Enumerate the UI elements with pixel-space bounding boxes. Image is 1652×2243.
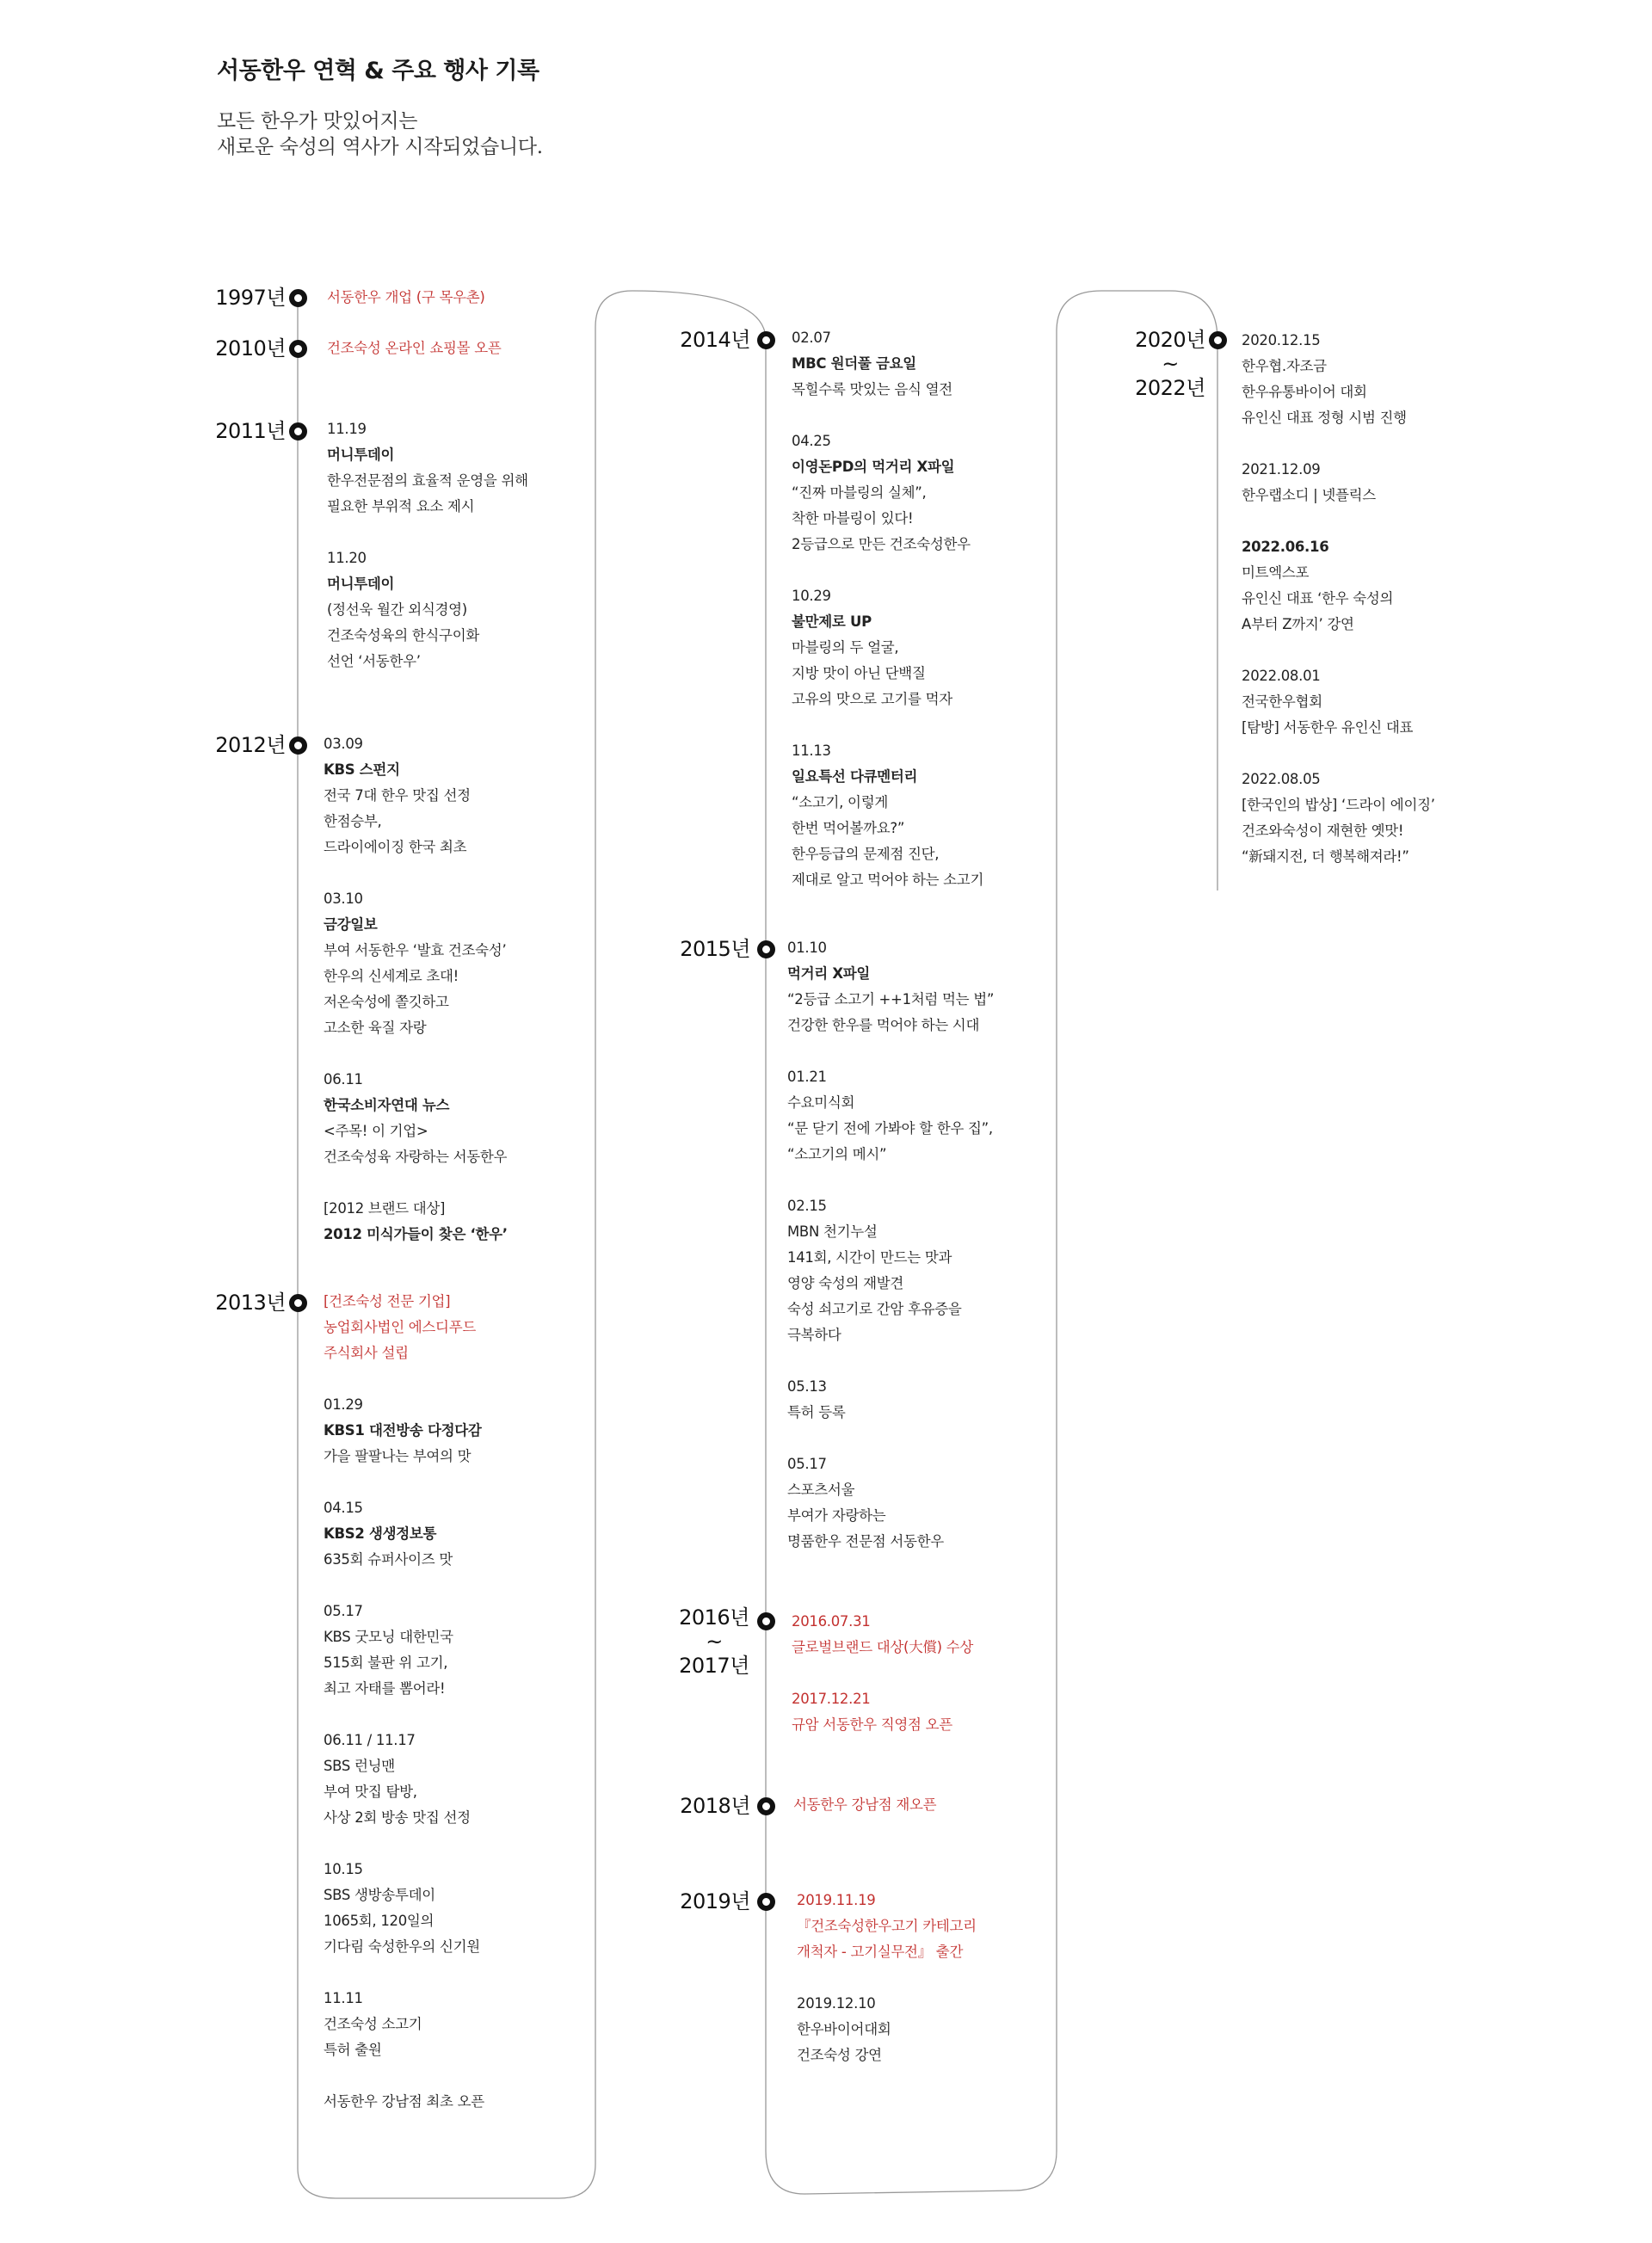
entry-line: 한우의 신세계로 초대! [324,968,459,984]
entry-line: 전국한우협회 [1242,693,1322,710]
entry-line: 03.09 [324,736,363,752]
entry-line: 건조숙성 온라인 쇼핑몰 오픈 [327,340,502,356]
entry-line: 지방 맛이 아닌 단백질 [792,665,926,681]
entry-line: 금강일보 [324,916,378,933]
entry-line: 규암 서동한우 직영점 오픈 [792,1716,952,1733]
entry-line: 부여가 자랑하는 [787,1507,886,1524]
entry-spacer [787,1348,994,1374]
entry-line: 서동한우 개업 (구 목우촌) [327,289,485,305]
entry-line: (정선욱 월간 외식경영) [327,601,467,618]
year-2016-start: 2016년 [679,1605,749,1630]
entry-line: 특허 등록 [787,1404,846,1420]
entry-line: 건강한 한우를 먹어야 하는 시대 [787,1017,980,1033]
year-2015: 2015년 [680,937,750,961]
entry-line: 01.29 [324,1396,363,1413]
entry-line: 한국소비자연대 뉴스 [324,1097,450,1113]
entry-line: 2017.12.21 [792,1691,871,1707]
page-title: 서동한우 연혁 & 주요 행사 기록 [217,58,539,84]
entry-line: 고소한 육질 자랑 [324,1020,427,1036]
entry-line: 사상 2회 방송 맛집 선정 [324,1809,471,1826]
entry-line: “소고기, 이렇게 [792,794,888,810]
year-2020-end: 2022년 [1135,376,1205,400]
entry-2016-2017 [792,1609,973,1738]
year-2020-2022 [1127,328,1213,400]
entry-line: 02.15 [787,1198,827,1214]
entry-line: 2012 미식가들이 찾은 ‘한우’ [324,1226,508,1242]
entry-line: MBC 원더풀 금요일 [792,355,916,372]
entry-spacer [792,403,983,428]
entry-spacer [324,1170,508,1196]
entry-line: 2019.12.10 [797,1995,876,2012]
entry-line: 건조숙성 소고기 [324,2016,422,2032]
entry-line: 한우협.자조금 [1242,358,1327,374]
entry-line: 명품한우 전문점 서동한우 [787,1533,944,1550]
entry-line: “진짜 마블링의 실체”, [792,484,927,501]
entry-line: [건조숙성 전문 기업] [324,1293,451,1309]
entry-line: 머니투데이 [327,447,395,463]
timeline-dot-2014 [757,331,775,349]
entry-line: 한우등급의 문제점 진단, [792,846,940,862]
subtitle-line-2: 새로운 숙성의 역사가 시작되었습니다. [217,136,543,158]
entry-line: 11.13 [792,743,831,759]
entry-line: 유인신 대표 ‘한우 숙성의 [1242,590,1394,607]
entry-1997 [327,285,485,311]
year-2019: 2019년 [680,1889,750,1913]
entry-2020-2022 [1242,328,1435,870]
year-2010: 2010년 [215,336,286,360]
entry-spacer [324,1470,484,1495]
entry-line: 01.21 [787,1069,827,1085]
timeline-dot-2019 [757,1893,775,1911]
entry-2012 [324,731,508,1248]
entry-line: 635회 슈퍼사이즈 맛 [324,1551,453,1568]
entry-line: 건조숙성육의 한식구이화 [327,627,479,644]
entry-spacer [1242,431,1435,457]
entry-line: KBS 굿모닝 대한민국 [324,1629,453,1645]
entry-line: 특허 출원 [324,2042,382,2058]
entry-line: 한우유통바이어 대회 [1242,384,1367,400]
entry-line: KBS1 대전방송 다정다감 [324,1422,482,1439]
entry-line: MBN 천기누설 [787,1223,878,1240]
year-2020-start: 2020년 [1135,328,1205,352]
entry-spacer [324,1702,484,1728]
entry-line: 저온숙성에 쫄깃하고 [324,994,449,1010]
entry-line: 2021.12.09 [1242,461,1321,478]
year-2013: 2013년 [215,1291,286,1315]
entry-spacer [797,1965,977,1991]
entry-spacer [792,558,983,583]
entry-spacer [324,1573,484,1599]
entry-spacer [1242,508,1435,534]
entry-line: 2016.07.31 [792,1613,871,1630]
entry-line: 기다림 숙성한우의 신기원 [324,1938,480,1955]
entry-line: 한번 먹어볼까요?” [792,820,905,836]
entry-line: 영양 숙성의 재발견 [787,1275,904,1291]
entry-line: 가을 팔팔나는 부여의 맛 [324,1448,472,1464]
timeline-dot-2020 [1209,331,1227,349]
timeline-dot-2011 [289,422,307,441]
entry-line: 부여 맛집 탐방, [324,1784,417,1800]
entry-line: 선언 ‘서동한우’ [327,653,421,669]
entry-line: 서동한우 강남점 최초 오픈 [324,2093,484,2110]
entry-spacer [787,1426,994,1451]
entry-line: 01.10 [787,940,827,956]
entry-line: 개척자 - 고기실무전』 출간 [797,1944,964,1960]
entry-2018 [793,1792,936,1818]
entry-spacer [787,1038,994,1064]
entry-line: 이영돈PD의 먹거리 X파일 [792,459,955,475]
entry-line: 전국 7대 한우 맛집 선정 [324,787,471,804]
entry-line: 주식회사 설립 [324,1345,409,1361]
entry-2014 [792,325,983,893]
entry-line: 드라이에이징 한국 최초 [324,839,467,855]
entry-line: 05.17 [787,1456,827,1472]
entry-line: 극복하다 [787,1327,841,1343]
entry-line: 착한 마블링이 있다! [792,510,914,527]
entry-line: 한점승부, [324,813,382,829]
entry-line: “소고기의 메시” [787,1146,887,1162]
year-2020-tilde: ~ [1162,352,1179,376]
subtitle-line-1: 모든 한우가 맛있어지는 [217,110,418,132]
entry-line: 06.11 [324,1071,363,1088]
entry-spacer [792,712,983,738]
year-1997: 1997년 [215,286,286,310]
entry-spacer [324,1366,484,1392]
entry-line: 2022.06.16 [1242,539,1329,555]
timeline-dot-2013 [289,1294,307,1312]
year-2014: 2014년 [680,328,750,352]
entry-line: 515회 불판 위 고기, [324,1655,448,1671]
entry-line: 마블링의 두 얼굴, [792,639,899,656]
entry-line: 제대로 알고 먹어야 하는 소고기 [792,872,984,888]
entry-2015 [787,935,994,1555]
entry-line: 고유의 맛으로 고기를 먹자 [792,691,952,707]
entry-line: 필요한 부위적 요소 제시 [327,498,475,515]
entry-line: 10.29 [792,588,831,604]
entry-line: 머니투데이 [327,576,395,592]
entry-line: 불만제로 UP [792,613,872,630]
year-2016-end: 2017년 [679,1654,749,1678]
entry-line: 11.19 [327,421,367,437]
entry-line: 10.15 [324,1861,363,1877]
entry-line: 한우전문점의 효율적 운영을 위해 [327,472,528,489]
timeline-dot-2016 [757,1612,775,1630]
entry-spacer [324,1041,508,1067]
entry-line: 1065회, 120일의 [324,1913,435,1929]
entry-spacer [324,860,508,886]
entry-line: KBS 스펀지 [324,761,400,778]
entry-line: 미트엑스포 [1242,564,1310,581]
year-2018: 2018년 [680,1794,750,1818]
entry-line: 05.17 [324,1603,363,1619]
entry-line: A부터 Z까지’ 강연 [1242,616,1354,632]
entry-line: SBS 생방송투데이 [324,1887,435,1903]
entry-line: 서동한우 강남점 재오픈 [793,1796,937,1813]
entry-line: 05.13 [787,1378,827,1395]
timeline-dot-2012 [289,736,307,755]
entry-line: [탐방] 서동한우 유인신 대표 [1242,719,1414,736]
entry-line: 먹거리 X파일 [787,965,871,982]
entry-line: 수요미식회 [787,1094,855,1111]
entry-2011 [327,416,528,675]
entry-line: 한우랩소디 | 넷플릭스 [1242,487,1376,503]
entry-spacer [327,520,528,545]
entry-spacer [324,1831,484,1857]
entry-line: 건조숙성육 자랑하는 서동한우 [324,1149,508,1165]
entry-2019 [797,1888,977,2068]
entry-line: “문 닫기 전에 가봐야 할 한우 집”, [787,1120,993,1137]
entry-line: 건조숙성 강연 [797,2047,882,2063]
entry-spacer [324,2063,484,2089]
entry-line: [2012 브랜드 대상] [324,1200,446,1217]
entry-line: 2등급으로 만든 건조숙성한우 [792,536,971,552]
entry-line: “2등급 소고기 ++1처럼 먹는 법” [787,991,995,1008]
entry-line: <주목! 이 기업> [324,1123,428,1139]
entry-spacer [792,1661,973,1686]
entry-line: 건조와숙성이 재현한 옛맛! [1242,823,1404,839]
entry-line: 2022.08.05 [1242,771,1321,787]
entry-line: 02.07 [792,330,831,346]
entry-line: 한우바이어대회 [797,2021,891,2037]
entry-line: 글로벌브랜드 대상(大償) 수상 [792,1639,973,1655]
entry-line: 스포츠서울 [787,1482,855,1498]
entry-2010 [327,336,502,361]
timeline-dot-1997 [289,289,307,307]
entry-line: 『건조숙성한우고기 카테고리 [797,1918,977,1934]
entry-line: 숙성 쇠고기로 간암 후유증을 [787,1301,962,1317]
entry-line: 06.11 / 11.17 [324,1732,416,1748]
timeline-dot-2010 [289,340,307,358]
entry-line: 일요특선 다큐멘터리 [792,768,918,785]
entry-line: 04.25 [792,433,831,449]
entry-2013 [324,1289,484,2115]
entry-line: 141회, 시간이 만드는 맛과 [787,1249,952,1266]
timeline-dot-2015 [757,940,775,958]
entry-spacer [1242,638,1435,663]
year-2016-2017 [671,1605,757,1678]
entry-line: 부여 서동한우 ‘발효 건조숙성’ [324,942,507,958]
entry-line: 목힐수록 맛있는 음식 열전 [792,381,952,397]
timeline-dot-2018 [757,1797,775,1815]
entry-line: 03.10 [324,890,363,907]
entry-line: “新돼지전, 더 행복해져라!” [1242,848,1409,865]
year-2011: 2011년 [215,419,286,443]
entry-line: 2022.08.01 [1242,668,1321,684]
entry-line: [한국인의 밥상] ‘드라이 에이징’ [1242,797,1435,813]
entry-line: SBS 런닝맨 [324,1758,395,1774]
entry-line: 농업회사법인 에스디푸드 [324,1319,476,1335]
entry-line: KBS2 생생정보통 [324,1525,437,1542]
entry-line: 유인신 대표 정형 시범 진행 [1242,410,1407,426]
year-2016-tilde: ~ [706,1630,723,1654]
entry-spacer [1242,741,1435,767]
entry-spacer [324,1960,484,1986]
entry-line: 최고 자태를 뽐어라! [324,1680,446,1697]
entry-line: 11.20 [327,550,367,566]
entry-line: 04.15 [324,1500,363,1516]
entry-line: 2020.12.15 [1242,332,1321,348]
year-2012: 2012년 [215,733,286,757]
entry-line: 11.11 [324,1990,363,2006]
entry-spacer [787,1168,994,1193]
entry-line: 2019.11.19 [797,1892,876,1908]
